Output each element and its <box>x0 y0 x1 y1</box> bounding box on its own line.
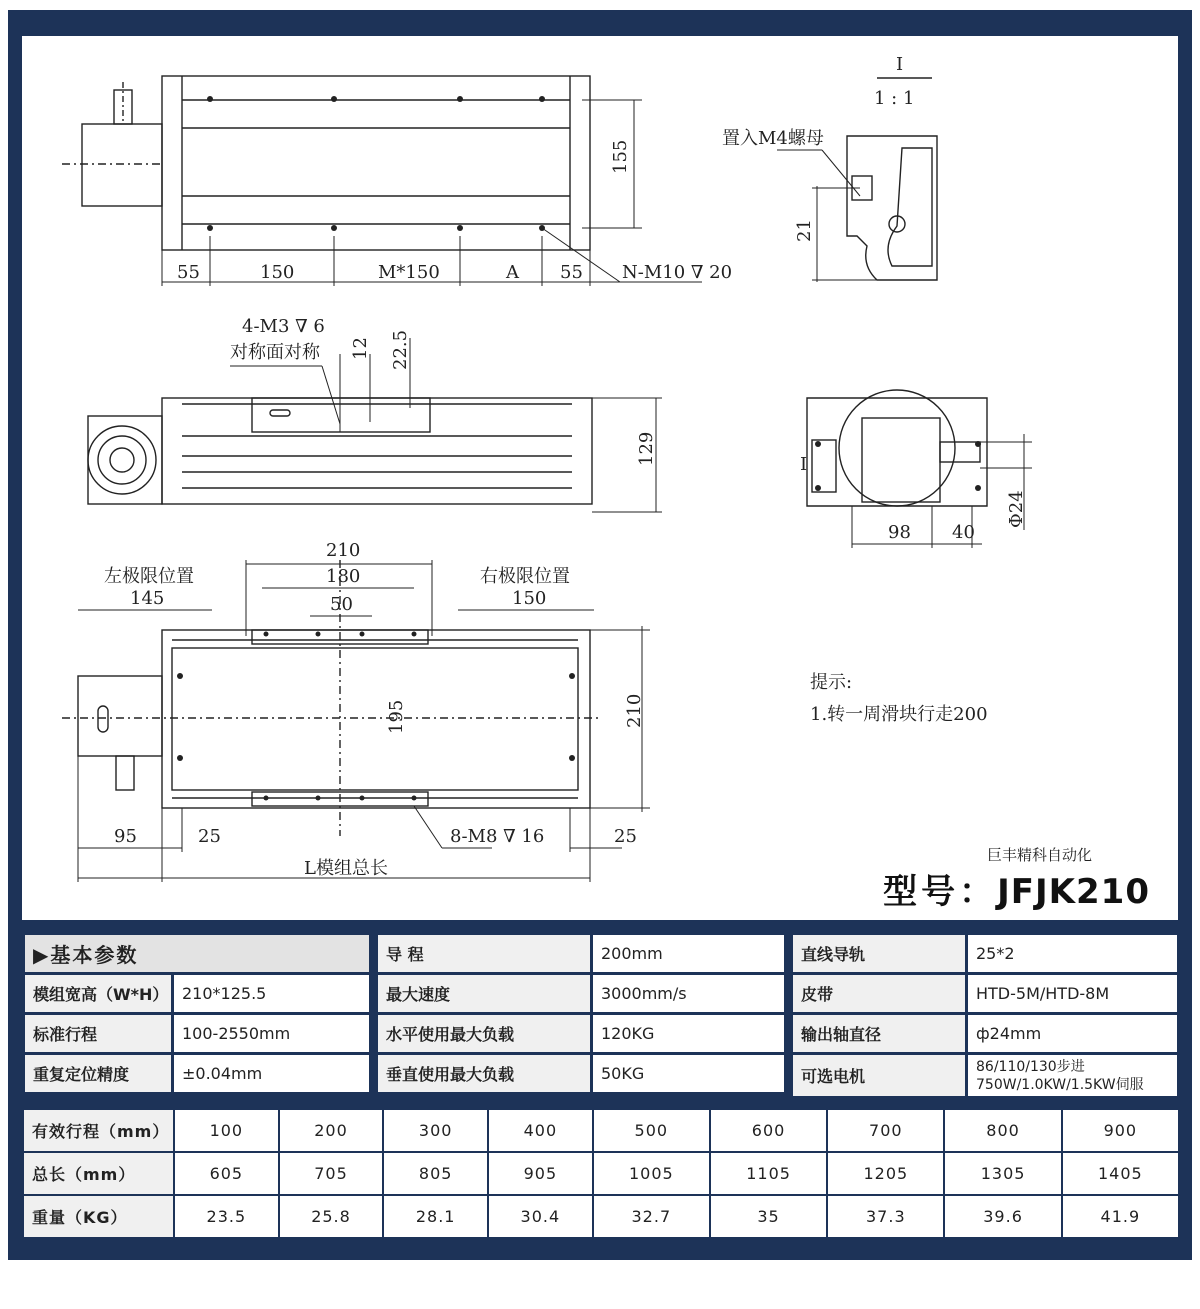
plan-dim-210-side: 210 <box>624 693 645 728</box>
plan-left-limit: 左极限位置 <box>104 566 194 587</box>
spec-value: ±0.04mm <box>174 1055 369 1092</box>
table-cell: 600 <box>711 1110 826 1151</box>
table-cell: 1405 <box>1063 1153 1178 1194</box>
spec-value: 100-2550mm <box>174 1015 369 1052</box>
table-cell: 900 <box>1063 1110 1178 1151</box>
side-note-holes: 4-M3 ∇ 6 <box>242 316 325 337</box>
table-cell: 100 <box>175 1110 278 1151</box>
spec-components <box>790 932 1180 1099</box>
row-label: 总长（mm） <box>24 1153 173 1194</box>
table-cell: 705 <box>280 1153 383 1194</box>
drawing-svg <box>22 36 1178 920</box>
table-cell: 1105 <box>711 1153 826 1194</box>
spec-label: 皮带 <box>793 975 965 1012</box>
spec-label: 垂直使用最大负载 <box>378 1055 590 1092</box>
tip-title: 提示: <box>810 672 853 693</box>
detail-scale: 1 : 1 <box>874 88 915 109</box>
dim-top-m150: M*150 <box>378 262 440 283</box>
spec-value: 200mm <box>593 935 784 972</box>
side-dim-22-5: 22.5 <box>390 329 411 370</box>
table-cell: 39.6 <box>945 1196 1060 1237</box>
end-label-i: I <box>800 454 808 475</box>
detail-title: I <box>896 54 904 75</box>
table-cell: 1305 <box>945 1153 1060 1194</box>
table-cell: 1005 <box>594 1153 709 1194</box>
table-cell: 605 <box>175 1153 278 1194</box>
table-cell: 25.8 <box>280 1196 383 1237</box>
end-dim-shaft: Φ24 <box>1006 490 1027 528</box>
plan-dim-210-top: 210 <box>326 540 361 561</box>
model-value: JFJK210 <box>997 872 1150 912</box>
table-cell: 1205 <box>828 1153 943 1194</box>
spec-label: 重复定位精度 <box>25 1055 171 1092</box>
model-label: 型号： <box>883 872 998 912</box>
table-cell: 805 <box>384 1153 487 1194</box>
plan-dim-180: 180 <box>326 566 361 587</box>
plan-dim-95: 95 <box>114 826 137 847</box>
spec-label: 导 程 <box>378 935 590 972</box>
spec-value: ф24mm <box>968 1015 1177 1052</box>
side-motor-flange <box>88 416 162 504</box>
spec-basic <box>22 932 372 1095</box>
spec-value: 3000mm/s <box>593 975 784 1012</box>
end-dim-40: 40 <box>952 522 975 543</box>
table-cell: 700 <box>828 1110 943 1151</box>
plan-dim-195: 195 <box>386 699 407 734</box>
spec-label: 直线导轨 <box>793 935 965 972</box>
plan-dim-25-right: 25 <box>614 826 637 847</box>
spec-value: 25*2 <box>968 935 1177 972</box>
top-hole-note: N-M10 ∇ 20 <box>622 262 733 283</box>
plan-dim-25-left: 25 <box>198 826 221 847</box>
table-cell: 28.1 <box>384 1196 487 1237</box>
spec-label: 输出轴直径 <box>793 1015 965 1052</box>
spec-label: 最大速度 <box>378 975 590 1012</box>
plan-dim-50: 50 <box>330 594 353 615</box>
spec-value-motor: 86/110/130步进 750W/1.0KW/1.5KW伺服 <box>968 1055 1177 1096</box>
table-cell: 905 <box>489 1153 592 1194</box>
top-motor-flange <box>82 124 162 206</box>
dim-top-height: 155 <box>610 139 631 174</box>
table-cell: 500 <box>594 1110 709 1151</box>
table-cell: 35 <box>711 1196 826 1237</box>
detail-section <box>847 136 937 280</box>
plan-total-length: L模组总长 <box>304 858 388 879</box>
dim-top-150: 150 <box>260 262 295 283</box>
spec-value: 210*125.5 <box>174 975 369 1012</box>
side-note-symmetry: 对称面对称 <box>230 342 320 363</box>
table-cell: 41.9 <box>1063 1196 1178 1237</box>
row-label: 重量（KG） <box>24 1196 173 1237</box>
plan-motor-flange <box>78 676 162 756</box>
plan-dim-145: 145 <box>130 588 165 609</box>
spec-label: 标准行程 <box>25 1015 171 1052</box>
dim-top-a: A <box>506 262 519 283</box>
detail-dim-21: 21 <box>794 219 815 242</box>
table-cell: 300 <box>384 1110 487 1151</box>
stroke-table <box>22 1108 1180 1239</box>
plan-dim-150: 150 <box>512 588 547 609</box>
table-cell: 37.3 <box>828 1196 943 1237</box>
plan-hole-note: 8-M8 ∇ 16 <box>450 826 545 847</box>
table-cell: 800 <box>945 1110 1060 1151</box>
spec-drive <box>375 932 787 1095</box>
table-cell: 400 <box>489 1110 592 1151</box>
end-dim-98: 98 <box>888 522 911 543</box>
play-icon: ▶ <box>33 943 51 967</box>
table-cell: 23.5 <box>175 1196 278 1237</box>
plan-body <box>162 630 590 808</box>
spec-value: 120KG <box>593 1015 784 1052</box>
spec-label: 模组宽高（W*H） <box>25 975 171 1012</box>
side-height: 129 <box>636 431 657 466</box>
dim-top-55-left: 55 <box>177 262 200 283</box>
tip-item-1: 1.转一周滑块行走200 <box>810 704 988 725</box>
detail-note: 置入M4螺母 <box>722 128 824 149</box>
model-number <box>883 864 1150 913</box>
brand-name: 巨丰精科自动化 <box>986 846 1092 864</box>
spec-header: ▶基本参数 <box>25 935 369 972</box>
dim-top-55-right: 55 <box>560 262 583 283</box>
spec-value: 50KG <box>593 1055 784 1092</box>
side-dim-12: 12 <box>350 337 371 360</box>
row-label: 有效行程（mm） <box>24 1110 173 1151</box>
table-cell: 32.7 <box>594 1196 709 1237</box>
table-cell: 30.4 <box>489 1196 592 1237</box>
technical-drawing <box>22 36 1178 920</box>
spec-label: 水平使用最大负载 <box>378 1015 590 1052</box>
table-cell: 200 <box>280 1110 383 1151</box>
spec-label: 可选电机 <box>793 1055 965 1096</box>
plan-right-limit: 右极限位置 <box>480 566 570 587</box>
spec-value: HTD-5M/HTD-8M <box>968 975 1177 1012</box>
end-body <box>807 398 987 506</box>
